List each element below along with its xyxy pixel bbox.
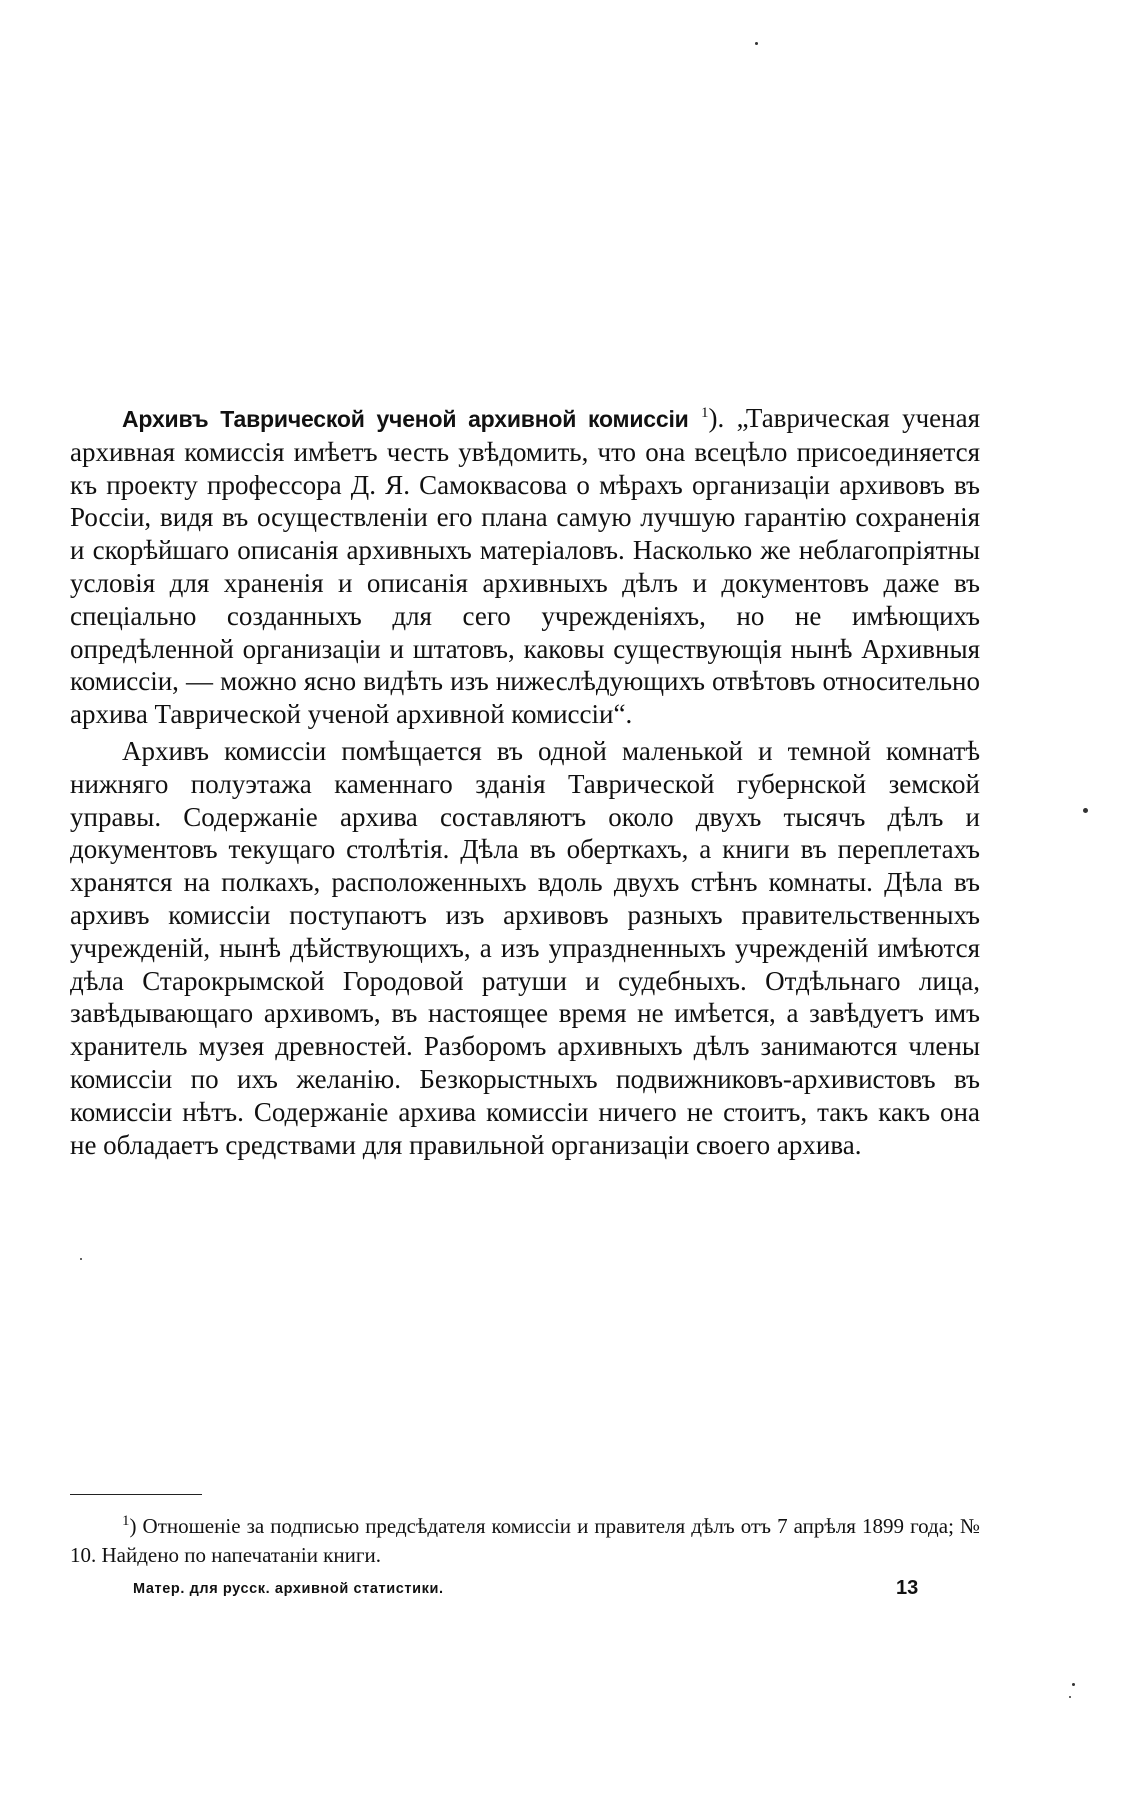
footnote (70, 1512, 980, 1570)
paragraph-1-body: ). „Таврическая ученая архивная комиссія имѣетъ честь увѣдомить, что она всецѣло присоединяется къ проекту профессора Д. Я. Самоквасова о мѣрахъ организаціи архивовъ въ Россіи, видя въ осуществленіи его плана самую лучшую гарантію сохраненія и скорѣйшаго описанія архивныхъ матеріаловъ. Насколько же неблагопріятны условія для храненія и описанія архивныхъ дѣлъ и документовъ даже въ спеціально созданныхъ для сего учрежденіяхъ, но не имѣющихъ опредѣленной организаціи и штатовъ, каковы существующія нынѣ Архивныя комиссіи, — можно ясно видѣть изъ нижеслѣдующихъ отвѣтовъ относительно архива Таврической ученой архивной комиссіи“. (70, 403, 980, 730)
footnote-marker: 1 (122, 1513, 130, 1529)
footnote-rule (70, 1494, 202, 1495)
section-heading: Архивъ Таврической ученой архивной комиссіи (122, 406, 689, 432)
scan-speck (1083, 808, 1088, 813)
footnote-text: ) Отношеніе за подписью предсѣдателя комиссіи и правителя дѣлъ отъ 7 апрѣля 1899 года; № 10. Найдено по напечатаніи книги. (70, 1514, 980, 1567)
scan-speck (755, 42, 758, 45)
paragraph-2: Архивъ комиссіи помѣщается въ одной маленькой и темной комнатѣ нижняго полуэтажа каменнаго зданія Таврической губернской земской управы. Содержаніе архива составляютъ около двухъ тысячъ дѣлъ и документовъ текущаго столѣтія. Дѣла въ оберткахъ, а книги въ переплетахъ хранятся на полкахъ, расположенныхъ вдоль двухъ стѣнъ комнаты. Дѣла въ архивъ комиссіи поступаютъ изъ архивовъ разныхъ правительственныхъ учрежденій, нынѣ дѣйствующихъ, а изъ упраздненныхъ учрежденій имѣются дѣла Старокрымской Городовой ратуши и судебныхъ. Отдѣльнаго лица, завѣдывающаго архивомъ, въ настоящее время не имѣется, а завѣдуетъ имъ хранитель музея древностей. Разборомъ архивныхъ дѣлъ занимаются члены комиссіи по ихъ желанію. Безкорыстныхъ подвижниковъ-архивистовъ въ комиссіи нѣтъ. Содержаніе архива комиссіи ничего не стоитъ, такъ какъ она не обладаетъ средствами для правильной организаціи своего архива. (70, 735, 980, 1160)
page-footer (133, 1577, 923, 1605)
scan-speck (1069, 1696, 1071, 1698)
main-text (70, 402, 980, 1161)
paragraph-1 (70, 402, 980, 731)
printer-signature: Матер. для русск. архивной статистики. (133, 1581, 444, 1597)
scan-speck (1072, 1683, 1075, 1686)
page-number: 13 (896, 1577, 919, 1599)
footnote-reference: 1 (700, 405, 709, 421)
scan-speck (80, 1258, 82, 1260)
